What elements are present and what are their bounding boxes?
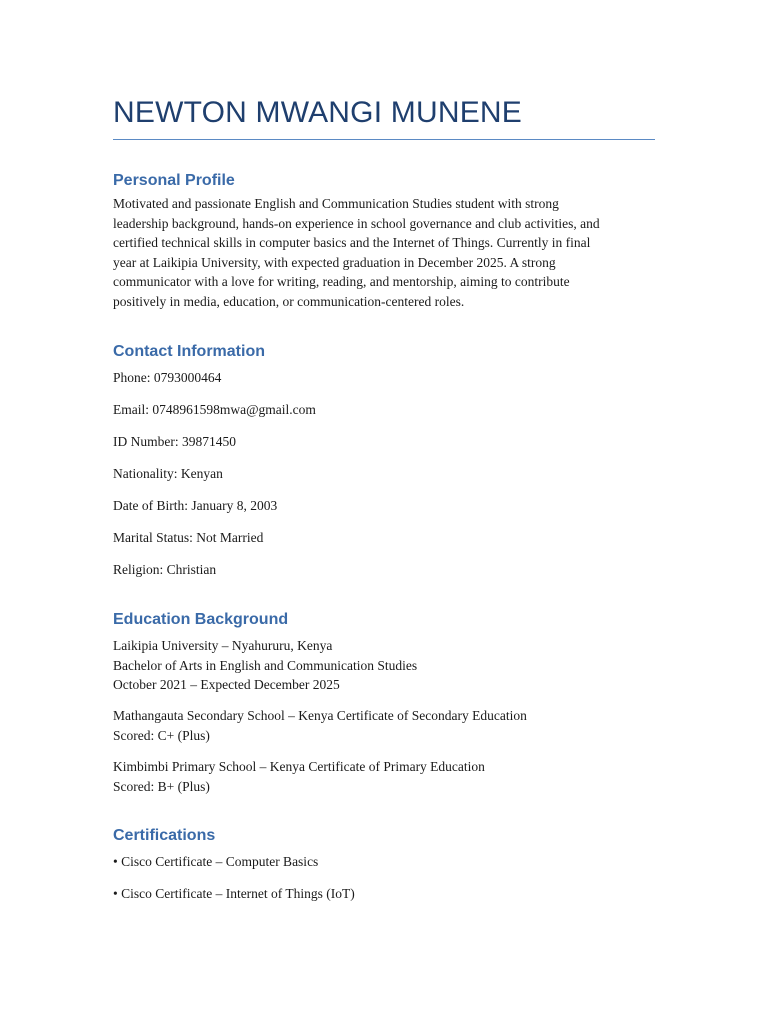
contact-phone: Phone: 0793000464	[113, 370, 222, 385]
profile-line: Motivated and passionate English and Communication Studies student with strong	[113, 196, 559, 211]
contact-section	[113, 343, 655, 361]
education-line: October 2021 – Expected December 2025	[113, 677, 340, 692]
certification-item: • Cisco Certificate – Internet of Things (IoT)	[113, 886, 355, 901]
education-line: Mathangauta Secondary School – Kenya Certificate of Secondary Education	[113, 708, 527, 723]
profile-line: year at Laikipia University, with expected graduation in December 2025. A strong	[113, 254, 556, 270]
certifications-heading: Certifications	[113, 827, 216, 844]
education-entry	[113, 706, 655, 745]
contact-id-number: ID Number: 39871450	[113, 434, 236, 449]
contact-email: Email: 0748961598mwa@gmail.com	[113, 402, 316, 417]
education-entry	[113, 636, 655, 695]
contact-heading: Contact Information	[113, 343, 265, 360]
certifications-section	[113, 827, 655, 845]
education-line: Scored: C+ (Plus)	[113, 727, 210, 743]
contact-religion: Religion: Christian	[113, 562, 217, 577]
resume-name: NEWTON MWANGI MUNENE	[113, 96, 522, 129]
education-heading: Education Background	[113, 611, 289, 628]
contact-marital-status: Marital Status: Not Married	[113, 530, 264, 545]
contact-nationality: Nationality: Kenyan	[113, 466, 223, 481]
profile-line: leadership background, hands-on experience in school governance and club activities, and	[113, 215, 600, 231]
profile-section	[113, 172, 655, 311]
education-line: Bachelor of Arts in English and Communication Studies	[113, 657, 418, 673]
contact-date-of-birth: Date of Birth: January 8, 2003	[113, 498, 278, 513]
education-entry	[113, 757, 655, 796]
certification-item: • Cisco Certificate – Computer Basics	[113, 854, 319, 869]
education-section	[113, 611, 655, 629]
profile-heading: Personal Profile	[113, 172, 235, 189]
education-line: Scored: B+ (Plus)	[113, 778, 210, 794]
profile-line: certified technical skills in computer basics and the Internet of Things. Currently in final	[113, 235, 591, 250]
title-divider	[113, 139, 655, 140]
education-line: Kimbimbi Primary School – Kenya Certificate of Primary Education	[113, 759, 485, 774]
education-line: Laikipia University – Nyahururu, Kenya	[113, 638, 333, 653]
profile-line: communicator with a love for writing, reading, and mentorship, aiming to contribute	[113, 274, 570, 289]
profile-text	[113, 194, 655, 311]
profile-line: positively in media, education, or communication-centered roles.	[113, 293, 465, 309]
